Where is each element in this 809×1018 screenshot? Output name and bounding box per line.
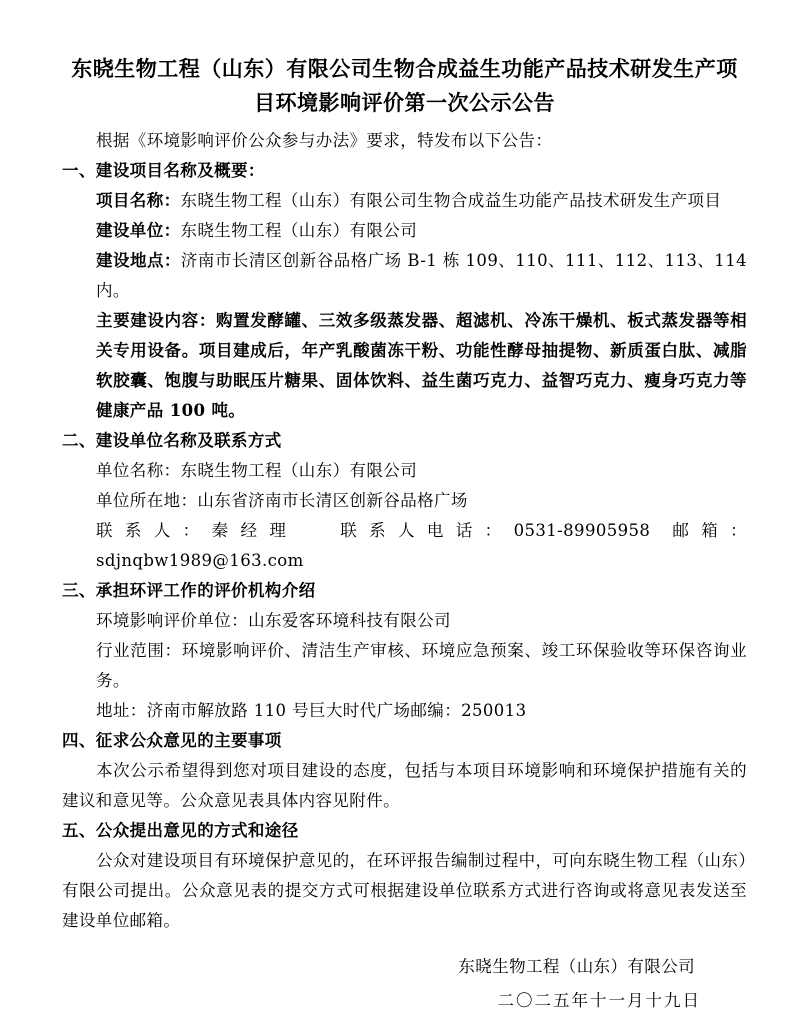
- build-unit-value: 东晓生物工程（山东）有限公司: [180, 221, 418, 240]
- build-content-row: [62, 306, 747, 426]
- unit-name-line: 单位名称：东晓生物工程（山东）有限公司: [96, 461, 418, 480]
- contact-phone-value: 0531-89905958: [513, 521, 651, 540]
- build-site-row: [62, 246, 747, 306]
- section-heading-4: 四、征求公众意见的主要事项: [62, 731, 282, 750]
- contact-phone-label: 联系人电话：: [328, 521, 514, 540]
- contact-line: [62, 516, 747, 576]
- address-label: 地址：: [96, 701, 147, 720]
- build-unit-label: 建设单位：: [96, 221, 181, 240]
- section-heading-2: 二、建设单位名称及联系方式: [62, 431, 282, 450]
- page-title: 东晓生物工程（山东）有限公司生物合成益生功能产品技术研发生产项目环境影响评价第一次公示公告: [71, 56, 738, 115]
- signature-date: 二〇二五年十一月十九日: [497, 991, 701, 1010]
- project-name-row: [62, 186, 747, 216]
- project-name-label: 项目名称：: [96, 191, 181, 210]
- eia-agency-line: 环境影响评价单位：山东爱客环境科技有限公司: [96, 611, 451, 630]
- build-unit-row: [62, 216, 747, 246]
- agency-address-line: [62, 696, 747, 726]
- agency-scope-line: 行业范围：环境影响评价、清洁生产审核、环境应急预案、竣工环保验收等环保咨询业务。: [96, 641, 747, 690]
- intro-paragraph: 根据《环境影响评价公众参与办法》要求，特发布以下公告：: [96, 131, 553, 150]
- contact-email-value: sdjnqbw1989@163.com: [96, 551, 304, 570]
- contact-email-label: 邮箱：: [660, 521, 747, 540]
- signature-line: 东晓生物工程（山东）有限公司: [458, 957, 695, 976]
- build-site-value: 济南市长清区创新谷品格广场 B-1 栋 109、110、111、112、113、114 内。: [96, 251, 747, 300]
- project-name-value: 东晓生物工程（山东）有限公司生物合成益生功能产品技术研发生产项目: [180, 191, 722, 210]
- section-heading-1: 一、建设项目名称及概要：: [62, 161, 265, 180]
- section-4-body: 本次公示希望得到您对项目建设的态度，包括与本项目环境影响和环境保护措施有关的建议和意见等。公众意见表具体内容见附件。: [62, 761, 747, 810]
- section-heading-5: 五、公众提出意见的方式和途径: [62, 821, 299, 840]
- unit-location-line: 单位所在地：山东省济南市长清区创新谷品格广场: [96, 491, 468, 510]
- contact-person-label: 联系人：: [96, 521, 212, 540]
- address-value: 济南市解放路 110 号巨大时代广场: [146, 701, 411, 720]
- build-content-label: 主要建设内容：: [96, 311, 216, 330]
- zip-value: 250013: [461, 701, 527, 720]
- build-content-value: 购置发酵罐、三效多级蒸发器、超滤机、冷冻干燥机、板式蒸发器等相关专用设备。项目建成后，年产乳酸菌冻干粉、功能性酵母抽提物、新质蛋白肽、减脂软胶囊、饱腹与助眠压片糖果、固体饮料、益生菌巧克力、益智巧克力、瘦身巧克力等健康产品 100 吨。: [96, 311, 747, 420]
- build-site-label: 建设地点：: [96, 251, 181, 270]
- section-5-body: 公众对建设项目有环境保护意见的，在环评报告编制过程中，可向东晓生物工程（山东）有限公司提出。公众意见表的提交方式可根据建设单位联系方式进行咨询或将意见表发送至建设单位邮箱。: [62, 851, 747, 930]
- contact-person-value: 秦经理: [211, 521, 299, 540]
- section-heading-3: 三、承担环评工作的评价机构介绍: [62, 581, 316, 600]
- zip-label: 邮编：: [410, 701, 462, 720]
